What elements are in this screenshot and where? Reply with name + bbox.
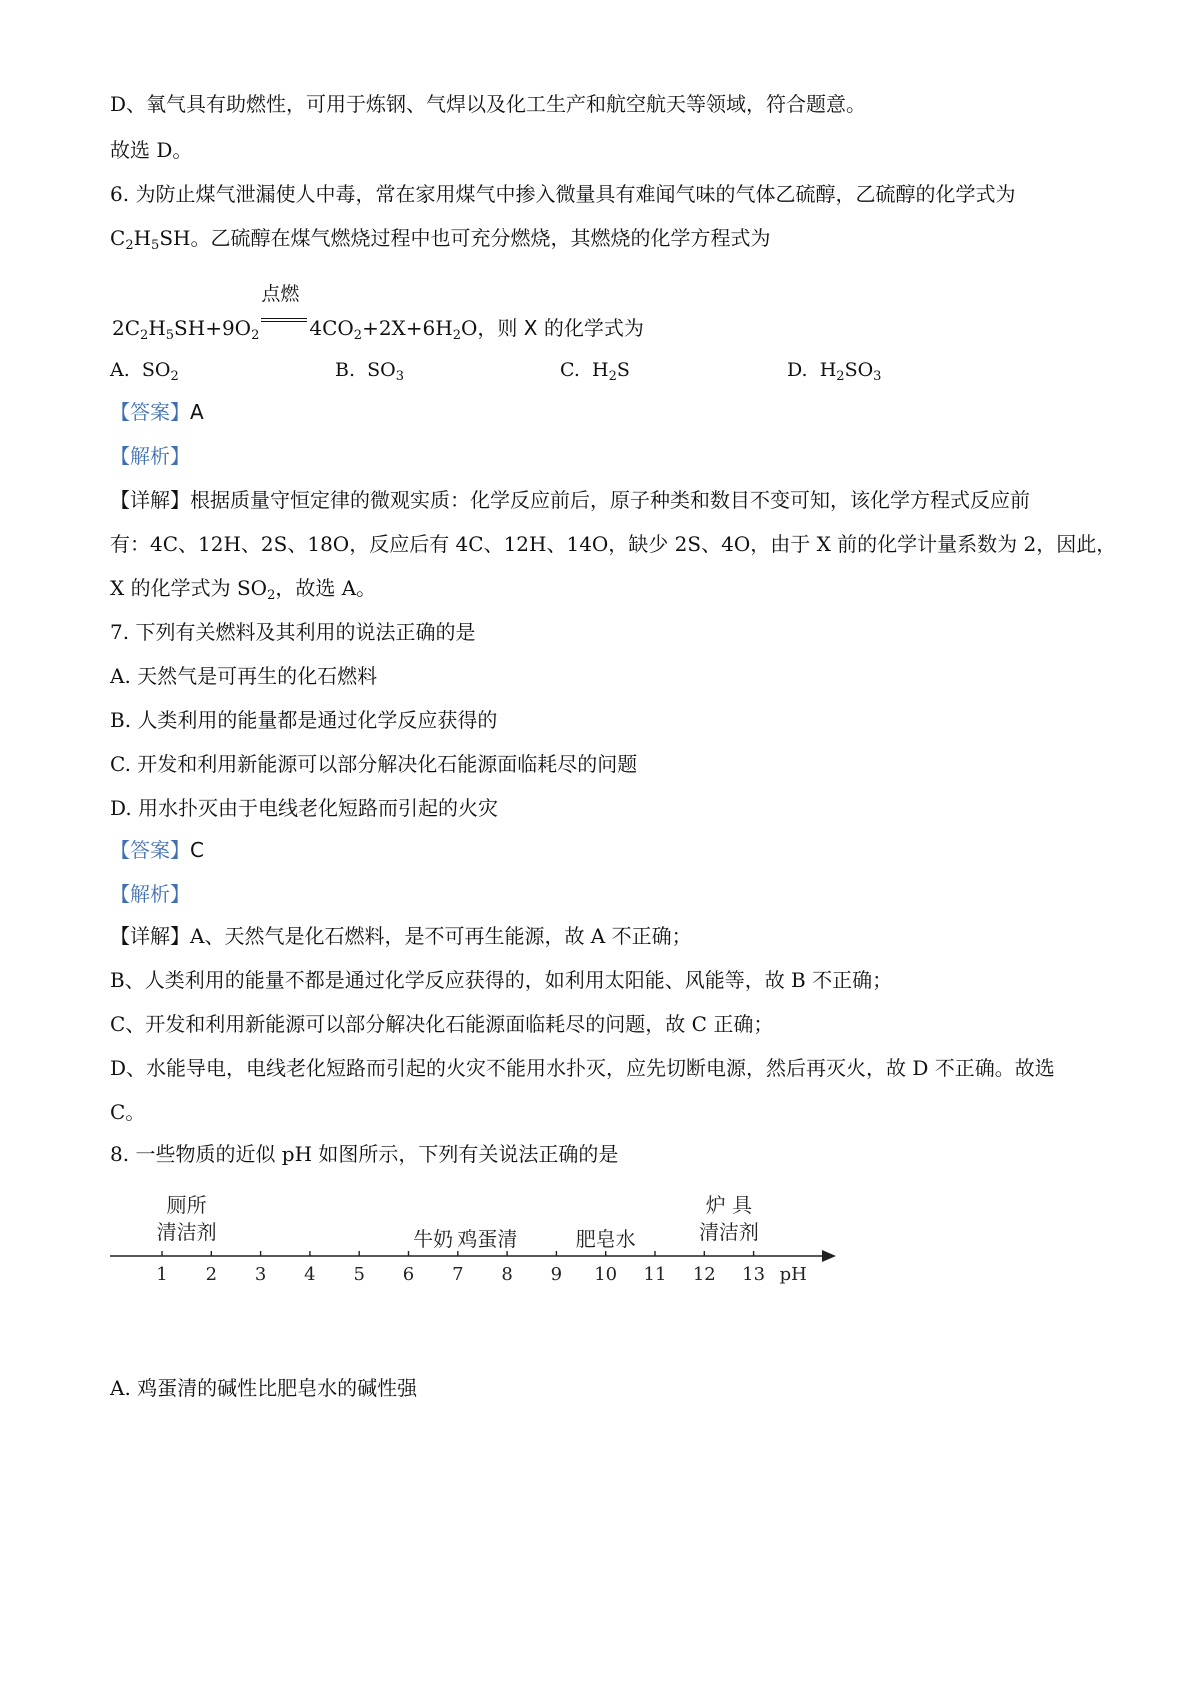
- option-a: A. 天然气是可再生的化石燃料: [110, 664, 378, 688]
- detail-line: 有：4C、12H、2S、18O，反应后有 4C、12H、14O，缺少 2S、4O，由于 X 前的化学计量系数为 2，因此，: [110, 532, 1117, 556]
- ph-item-label: 清洁剂: [698, 1220, 759, 1244]
- ph-tick-label: 2: [205, 1264, 218, 1285]
- answer-line: 【答案】C: [110, 838, 204, 862]
- question-6-stem-cont: $C_2H_5SH$。乙硫醇在煤气燃烧过程中也可充分燃烧，其燃烧的化学方程式为: [110, 226, 771, 253]
- answer-line: 【答案】A: [110, 400, 204, 424]
- reaction-condition: 点燃: [261, 283, 300, 305]
- option-d: D. $H_2SO_3$: [787, 359, 882, 384]
- ph-tick-label: 3: [254, 1264, 267, 1285]
- answer-tag: 【答案】: [110, 838, 190, 862]
- ph-tick-label: 1: [156, 1264, 168, 1285]
- question-7-stem: 7. 下列有关燃料及其利用的说法正确的是: [110, 620, 476, 644]
- text-line: 故选 D。: [110, 138, 193, 162]
- ph-item-label: 炉 具: [705, 1193, 753, 1217]
- ph-item-label: 鸡蛋清: [457, 1227, 518, 1251]
- detail-line: B、人类利用的能量不都是通过化学反应获得的，如利用太阳能、风能等，故 B 不正确；: [110, 968, 893, 992]
- ph-tick-label: 11: [643, 1264, 667, 1285]
- ph-tick-label: 6: [402, 1264, 415, 1285]
- ph-item-label: 厕所: [166, 1193, 207, 1217]
- detail-line: X 的化学式为 $SO_2$，故选 A。: [110, 576, 377, 603]
- ph-tick-label: 9: [550, 1264, 563, 1285]
- ph-tick-label: 10: [594, 1264, 618, 1285]
- option-a: A. $SO_2$: [110, 359, 179, 384]
- option-b: B. $SO_3$: [335, 359, 404, 384]
- ph-axis-arrow: [822, 1250, 836, 1262]
- ph-tick-label: 12: [692, 1264, 716, 1285]
- ph-item-label: 牛奶: [413, 1227, 454, 1251]
- detail-line: C、开发和利用新能源可以部分解决化石能源面临耗尽的问题，故 C 正确；: [110, 1012, 774, 1036]
- ph-tick-label: 4: [304, 1264, 316, 1285]
- ph-tick-label: 7: [452, 1264, 464, 1285]
- analysis-tag: 【解析】: [110, 444, 190, 468]
- option-c: C. $H_2S$: [560, 359, 630, 384]
- ph-item-label: 清洁剂: [156, 1220, 217, 1244]
- answer-tag: 【答案】: [110, 400, 190, 424]
- detail-line: 【详解】根据质量守恒定律的微观实质：化学反应前后，原子种类和数目不变可知，该化学方程式反应前: [110, 488, 1030, 512]
- ph-tick-label: 8: [501, 1264, 513, 1285]
- text-line: D、氧气具有助燃性，可用于炼钢、气焊以及化工生产和航空航天等领域，符合题意。: [110, 92, 867, 116]
- question-8-stem: 8. 一些物质的近似 pH 如图所示，下列有关说法正确的是: [110, 1142, 619, 1166]
- option-a: A. 鸡蛋清的碱性比肥皂水的碱性强: [110, 1376, 418, 1400]
- ph-item-label: 肥皂水: [575, 1227, 636, 1251]
- ph-axis-label: pH: [779, 1264, 807, 1285]
- analysis-tag: 【解析】: [110, 882, 190, 906]
- reaction-arrow: [261, 283, 307, 335]
- ph-tick-label: 13: [742, 1264, 766, 1285]
- detail-line: D、水能导电，电线老化短路而引起的火灾不能用水扑灭，应先切断电源，然后再灭火，故 D 不正确。故选: [110, 1056, 1055, 1080]
- option-d: D. 用水扑灭由于电线老化短路而引起的火灾: [110, 796, 499, 820]
- detail-line: 【详解】A、天然气是化石燃料，是不可再生能源，故 A 不正确；: [110, 924, 692, 948]
- question-6-stem: 6. 为防止煤气泄漏使人中毒，常在家用煤气中掺入微量具有难闻气味的气体乙硫醇，乙硫醇的化学式为: [110, 182, 1016, 206]
- option-c: C. 开发和利用新能源可以部分解决化石能源面临耗尽的问题: [110, 752, 638, 776]
- ph-scale-figure: [110, 1190, 870, 1290]
- chemical-equation: $2C_2H_5SH+9O_2$ 点燃 $4CO_2+2X+6H_2O$，则 X 的化学式为: [112, 312, 644, 341]
- option-b: B. 人类利用的能量都是通过化学反应获得的: [110, 708, 498, 732]
- ph-tick-label: 5: [353, 1264, 365, 1285]
- detail-line: C。: [110, 1100, 146, 1124]
